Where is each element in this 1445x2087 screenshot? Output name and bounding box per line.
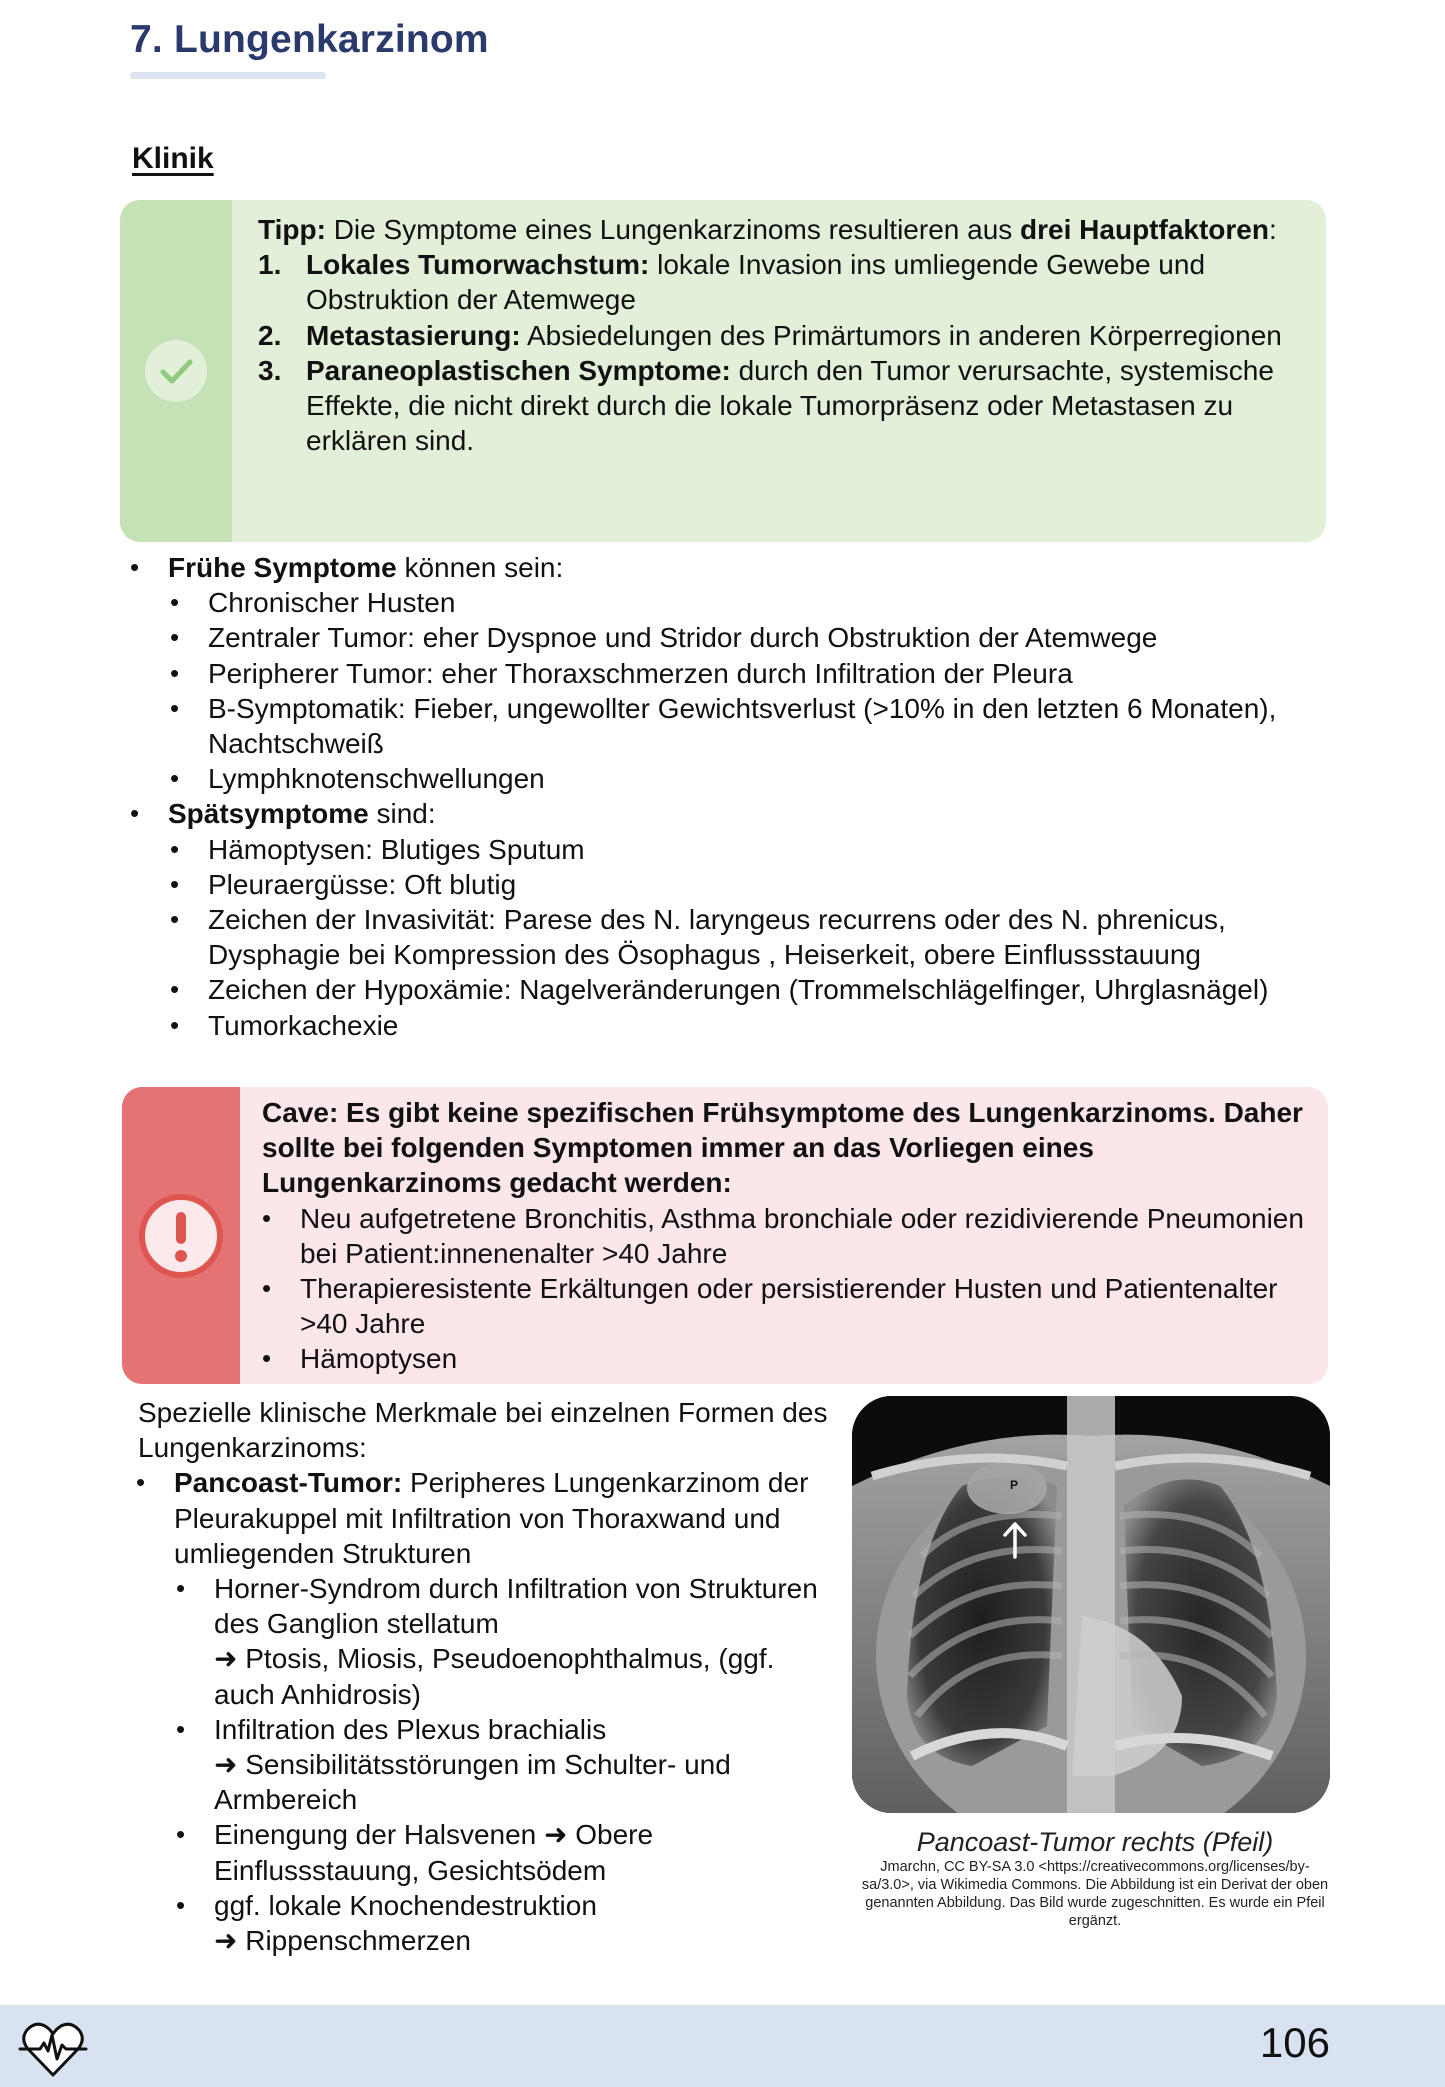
list-item: • Zeichen der Hypoxämie: Nagelveränderungen (Trommelschlägelfinger, Uhrglasnägel) — [208, 972, 1328, 1007]
list-item-result: ➜ Sensibilitätsstörungen im Schulter- und Armbereich — [214, 1749, 731, 1816]
cave-list — [300, 1201, 1308, 1377]
list-item: • B-Symptomatik: Fieber, ungewollter Gewichtsverlust (>10% in den letzten 6 Monaten), Nachtschweiß — [208, 691, 1328, 761]
xray-marker-label: P — [1010, 1478, 1019, 1492]
tip-box — [120, 200, 1326, 542]
list-item-text: ggf. lokale Knochendestruktion — [214, 1889, 597, 1921]
list-item: • Lymphknotenschwellungen — [208, 761, 1328, 796]
tip-label: Tipp: — [258, 214, 326, 245]
title-underline — [130, 72, 326, 79]
late-symptoms-heading: Spätsymptome — [168, 798, 369, 830]
figure-caption-title: Pancoast-Tumor rechts (Pfeil) — [916, 1827, 1274, 1857]
pancoast-heading: Pancoast-Tumor: — [174, 1467, 403, 1499]
list-item — [214, 1817, 838, 1887]
tip-item-bold: Metastasierung: — [306, 319, 521, 351]
page-title: 7. Lungenkarzinom — [130, 18, 489, 61]
tip-item-text — [306, 247, 1306, 317]
list-item-text: Infiltration des Plexus brachialis — [214, 1713, 607, 1745]
heartbeat-icon — [18, 2019, 88, 2079]
tip-item-bold: Lokales Tumorwachstum: — [306, 249, 650, 281]
exclamation-icon — [139, 1194, 223, 1278]
xray-image — [852, 1396, 1330, 1813]
list-item: • Pleuraergüsse: Oft blutig — [208, 867, 1328, 902]
list-item-result: ➜ Rippenschmerzen — [214, 1925, 471, 1957]
special-features — [138, 1395, 838, 1958]
list-item-result: ➜ Ptosis, Miosis, Pseudoenophthalmus, (ggf. auch Anhidrosis) — [214, 1643, 775, 1710]
tip-item-body: Absiedelungen des Primärtumors in anderen Körperregionen — [520, 319, 1282, 351]
tip-item-text — [306, 353, 1306, 459]
pancoast-item — [174, 1465, 838, 1958]
late-symptoms-list — [208, 832, 1328, 1043]
early-symptoms — [168, 550, 1328, 796]
early-symptoms-heading: Frühe Symptome — [168, 552, 397, 583]
tip-item-number: 1. — [258, 249, 282, 281]
list-item: • Neu aufgetretene Bronchitis, Asthma bronchiale oder rezidivierende Pneumonien bei Patient:innenenalter >40 Jahre — [300, 1201, 1308, 1271]
arrow-up-icon — [1002, 1521, 1028, 1559]
tip-item-number: 3. — [258, 354, 282, 386]
tip-item-bold: Paraneoplastischen Symptome: — [306, 354, 731, 386]
pancoast-sublist — [214, 1571, 838, 1958]
list-item: • Zentraler Tumor: eher Dyspnoe und Stridor durch Obstruktion der Atemwege — [208, 620, 1328, 655]
page-footer — [0, 2005, 1445, 2087]
check-icon — [145, 340, 207, 402]
cave-body — [240, 1087, 1328, 1384]
tip-intro-text: Die Symptome eines Lungenkarzinoms resultieren aus — [325, 214, 1021, 245]
tip-list-item — [258, 318, 1306, 353]
tip-intro-end: : — [1268, 214, 1277, 245]
list-item: • Zeichen der Invasivität: Parese des N. laryngeus recurrens oder des N. phrenicus, Dysphagie bei Kompression des Ösophagus , Heiserkeit, obere Einflussstauung — [208, 902, 1328, 972]
early-symptoms-list — [208, 585, 1328, 796]
list-item: • Tumorkachexie — [208, 1008, 1328, 1043]
tip-item-number: 2. — [258, 319, 282, 351]
list-item: • Therapieresistente Erkältungen oder persistierender Husten und Patientenalter >40 Jahre — [300, 1271, 1308, 1341]
figure-credit: Jmarchn, CC BY-SA 3.0 <https://creativecommons.org/licenses/by-sa/3.0>, via Wikimedia Commons. Die Abbildung ist ein Derivat der oben genannten Abbildung. Das Bild wurde zugeschnitten. Es wurde ein Pfeil ergänzt. — [861, 1859, 1329, 1929]
cave-strip — [122, 1087, 240, 1384]
cave-warning-box — [122, 1087, 1328, 1384]
tip-intro-bold: drei Hauptfaktoren — [1020, 214, 1269, 245]
tip-item-body: lokale Invasion ins umliegende Gewebe und Obstruktion der Atemwege — [306, 249, 1206, 316]
list-item: • Chronischer Husten — [208, 585, 1328, 620]
list-item-text: Einengung der Halsvenen ➜ Obere Einflussstauung, Gesichtsödem — [214, 1819, 654, 1886]
list-item: • Peripherer Tumor: eher Thoraxschmerzen durch Infiltration der Pleura — [208, 656, 1328, 691]
symptoms-list — [168, 550, 1328, 1043]
page-number: 106 — [1259, 2019, 1330, 2066]
list-item: • Hämoptysen — [300, 1341, 1308, 1376]
section-heading-klinik: Klinik — [132, 142, 214, 175]
late-symptoms — [168, 796, 1328, 1042]
list-item — [214, 1712, 838, 1818]
tip-item-text — [306, 318, 1306, 353]
special-list — [174, 1465, 838, 1958]
pancoast-text: Peripheres Lungenkarzinom der Pleurakuppel mit Infiltration von Thoraxwand und umliegenden Strukturen — [174, 1467, 809, 1569]
tip-list-item — [258, 353, 1306, 459]
tip-intro — [258, 212, 1306, 247]
late-symptoms-text: sind: — [368, 798, 436, 830]
figure-caption — [860, 1826, 1330, 1930]
tip-body — [232, 200, 1326, 542]
tip-strip — [120, 200, 232, 542]
list-item: • Hämoptysen: Blutiges Sputum — [208, 832, 1328, 867]
tip-list-item — [258, 247, 1306, 317]
early-symptoms-text: können sein: — [396, 552, 564, 583]
list-item — [214, 1571, 838, 1712]
list-item-text: Horner-Syndrom durch Infiltration von Strukturen des Ganglion stellatum — [214, 1573, 818, 1640]
cave-heading: Cave: Es gibt keine spezifischen Frühsymptome des Lungenkarzinoms. Daher sollte bei folgenden Symptomen immer an das Vorliegen eines Lungenkarzinoms gedacht werden: — [262, 1097, 1303, 1199]
tip-list — [258, 247, 1306, 458]
list-item — [214, 1888, 838, 1958]
tip-item-body: durch den Tumor verursachte, systemische Effekte, die nicht direkt durch die lokale Tumorpräsenz oder Metastasen zu erklären sind. — [306, 354, 1274, 457]
special-intro: Spezielle klinische Merkmale bei einzelnen Formen des Lungenkarzinoms: — [138, 1397, 828, 1464]
